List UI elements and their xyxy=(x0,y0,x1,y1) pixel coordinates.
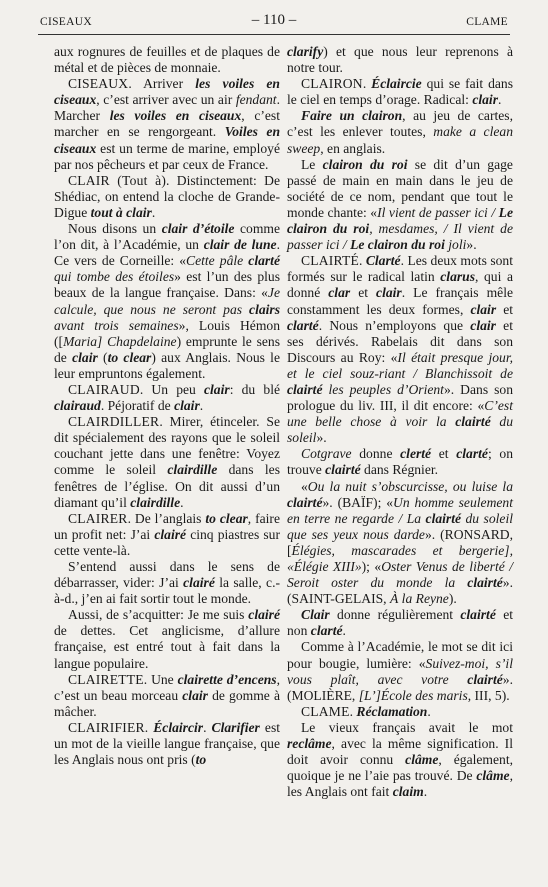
text-run: . xyxy=(349,703,357,719)
emphasis: clarté xyxy=(456,446,488,462)
emphasis: Faire un clairon xyxy=(301,108,403,124)
emphasis: clairté xyxy=(460,607,496,623)
emphasis-wrap xyxy=(183,575,215,590)
emphasis: Le clairon du roi xyxy=(287,204,513,237)
text-run: et xyxy=(496,301,514,317)
entry-clame xyxy=(287,704,513,720)
paragraph xyxy=(287,108,513,156)
emphasis: clairté xyxy=(455,414,491,430)
emphasis-wrap xyxy=(325,462,361,477)
left-column xyxy=(54,44,280,768)
emphasis: clairté xyxy=(467,575,503,591)
italic-text: qui tombe des étoiles xyxy=(54,269,175,285)
emphasis: les voiles en ciseaux xyxy=(54,76,280,108)
emphasis: tout à clair xyxy=(90,204,152,220)
text-run: ( xyxy=(97,349,108,365)
emphasis: clairaud xyxy=(54,398,101,414)
emphasis: clair xyxy=(72,349,98,365)
emphasis-wrap xyxy=(204,382,230,397)
italic-text: Cette pâle xyxy=(186,253,249,269)
emphasis: clair xyxy=(470,301,497,317)
emphasis-wrap xyxy=(440,269,475,284)
emphasis: Éclaircie xyxy=(371,76,422,92)
text-run: Aussi, de s’acquitter: Je me suis xyxy=(68,607,249,623)
text-run: de dettes. Cet anglicisme, d’allure française, est entré tout à fait dans la langue populaire. xyxy=(54,623,280,671)
italic-text: À la Reyne xyxy=(389,591,449,607)
text-run: . xyxy=(203,719,212,735)
text-run: « xyxy=(301,478,308,494)
text-run: ». xyxy=(466,237,477,253)
emphasis: clairette d’encens xyxy=(177,671,277,687)
emphasis-wrap xyxy=(196,752,207,767)
emphasis-wrap xyxy=(248,607,280,622)
emphasis-wrap xyxy=(301,607,330,622)
text-run: . xyxy=(358,253,366,269)
running-head-left: CISEAUX xyxy=(40,16,92,28)
emphasis-wrap xyxy=(350,237,445,252)
emphasis: clairs xyxy=(249,301,280,317)
headword: CLAIRAUD xyxy=(68,381,140,397)
text-run: , au jeu de cartes, c’est les enlever toutes, xyxy=(287,108,513,140)
emphasis: clairdille xyxy=(130,494,181,510)
emphasis: clar xyxy=(328,285,351,301)
emphasis-wrap xyxy=(323,157,408,172)
emphasis: reclâme xyxy=(287,736,332,752)
headword: CISEAUX xyxy=(68,76,129,92)
text-run: . xyxy=(151,204,156,220)
text-run: Nous disons un xyxy=(68,221,162,237)
emphasis: clairté xyxy=(287,494,323,510)
emphasis-wrap xyxy=(154,527,186,542)
emphasis-wrap xyxy=(356,704,427,719)
text-run: et xyxy=(431,446,457,462)
italic-text: du soleil que ses yeux nous darde xyxy=(287,510,514,542)
emphasis: Réclamation xyxy=(356,703,428,719)
emphasis-wrap xyxy=(311,623,343,638)
italic-text: [L’]École des maris xyxy=(358,687,468,703)
emphasis-wrap xyxy=(248,253,280,268)
text-run: et xyxy=(350,285,377,301)
text-run: aux rognures de feuilles et de plaques de métal et de pièces de monnaie. xyxy=(54,44,280,76)
headword: CLAIRDILLER xyxy=(68,414,160,430)
emphasis-wrap xyxy=(467,672,503,687)
text-run: dans les fenêtres de l’église. On dit aussi d’un diamant qu’il xyxy=(54,462,280,510)
text-run: . Mirer, étinceler. Se dit spécialement des rayons que le soleil couchant jette dans une fenêtre: Voyez comme le soleil xyxy=(54,414,280,478)
text-run: . Un peu xyxy=(139,381,204,397)
text-run: comme l’on dit, à l’Académie, un xyxy=(54,221,280,253)
emphasis: clair de lune xyxy=(203,237,277,253)
text-run: ». (BAÏF); « xyxy=(322,494,394,510)
text-run: . Arriver xyxy=(128,76,196,92)
text-run: et non xyxy=(287,607,513,639)
emphasis: claim xyxy=(392,784,424,800)
emphasis-wrap xyxy=(54,398,101,413)
entry-clairdiller xyxy=(54,414,280,511)
text-run: , c’est marcher en se rengorgeant. xyxy=(54,108,280,140)
text-run: , avec la même signification. Il doit avoir connu xyxy=(287,736,513,768)
emphasis-wrap xyxy=(287,495,323,510)
entry-clairifier xyxy=(54,720,280,768)
emphasis-wrap xyxy=(426,511,462,526)
text-run: est un mot de la vieille langue française, que les Anglais nous ont pris ( xyxy=(54,719,281,768)
text-run: , c’est arriver avec un air xyxy=(96,92,236,108)
emphasis-wrap xyxy=(393,784,424,799)
emphasis-wrap xyxy=(178,672,277,687)
headword: CLAME xyxy=(301,703,350,719)
emphasis-wrap xyxy=(108,350,152,365)
text-run: . Marcher xyxy=(54,92,280,124)
entry-clairon xyxy=(287,76,513,108)
italic-text: Un homme seulement en terre ne regarde / La xyxy=(287,494,513,526)
page-number: – 110 – xyxy=(251,12,297,28)
text-run: cinq piastres sur cette vente-là. xyxy=(54,526,280,558)
italic-text: fendant xyxy=(235,92,277,108)
text-run: S’entend aussi dans le sens de débarrasser, vider: J’ai xyxy=(54,559,280,591)
text-run: , c’est un beau morceau xyxy=(54,671,281,703)
text-run: . Ce vers de Corneille: « xyxy=(54,237,280,269)
emphasis: clair xyxy=(182,687,208,703)
text-run: , faire un profit net: J’ai xyxy=(54,510,280,542)
emphasis-wrap xyxy=(110,108,242,123)
paragraph xyxy=(54,221,280,382)
emphasis: Éclaircir xyxy=(153,719,204,735)
emphasis-wrap xyxy=(460,607,496,622)
text-run: : du blé xyxy=(229,381,280,397)
text-run: dans Régnier. xyxy=(360,462,439,478)
text-run: Le vieux français avait le mot xyxy=(301,719,513,735)
emphasis: clâme xyxy=(405,752,439,768)
emphasis: clairé xyxy=(248,607,280,623)
text-run: . Péjoratif de xyxy=(100,398,175,414)
emphasis-wrap xyxy=(167,462,217,477)
text-run: ». (MOLIÈRE, xyxy=(287,671,513,703)
paragraph xyxy=(287,446,513,478)
italic-text: du soleil xyxy=(287,414,514,446)
emphasis-wrap xyxy=(182,688,208,703)
text-run: Comme à l’Académie, le mot se dit ici pour bougie, lumière: « xyxy=(287,639,513,671)
emphasis-wrap xyxy=(328,285,350,300)
text-run: ) aux Anglais. Nous le leur empruntons également. xyxy=(54,349,280,381)
emphasis: to clear xyxy=(205,510,248,526)
emphasis-wrap xyxy=(366,253,401,268)
italic-text: , mesdames, / Il vient de passer ici / xyxy=(287,221,513,253)
paragraph xyxy=(287,157,513,254)
paragraph xyxy=(287,639,513,703)
text-run: . Une xyxy=(143,671,178,687)
headword: CLAIR (Tout à) xyxy=(68,172,167,188)
emphasis: clair xyxy=(470,317,496,333)
emphasis-wrap xyxy=(455,414,491,429)
text-run: qui se fait dans le ciel en temps d’orage. Radical: xyxy=(287,76,514,108)
emphasis: clair xyxy=(174,398,200,414)
text-run: donne régulièrement xyxy=(329,607,461,623)
headword: CLAIRER xyxy=(68,510,128,526)
headword: CLAIRON xyxy=(301,76,363,92)
text-run: . Les deux mots sont formés sur le radical latin xyxy=(287,253,513,285)
emphasis: Clarté xyxy=(365,253,401,269)
headword: CLAIRETTE xyxy=(68,671,144,687)
emphasis-wrap xyxy=(91,205,152,220)
text-run: se dit d’un gage passé de main en main dans le jeu de société de ce nom, pendant que tout le monde chante: « xyxy=(287,156,513,220)
emphasis-wrap xyxy=(470,318,496,333)
emphasis-wrap xyxy=(472,92,498,107)
text-run: , III, 5). xyxy=(467,687,510,703)
emphasis: clairté xyxy=(467,671,503,687)
italic-text: avant trois semaines xyxy=(54,317,179,333)
emphasis-wrap xyxy=(376,285,402,300)
text-run: , les Anglais ont fait xyxy=(287,768,513,800)
text-run: . xyxy=(423,784,428,800)
emphasis: clarify xyxy=(287,44,324,59)
text-run: , qui a donné xyxy=(287,269,513,301)
paragraph xyxy=(287,720,513,800)
emphasis: to xyxy=(195,752,207,768)
paragraph xyxy=(287,607,513,639)
entry-clairaud xyxy=(54,382,280,414)
paragraph xyxy=(287,479,513,608)
text-run: Le xyxy=(301,156,323,172)
italic-text: C’est une belle chose à voir la xyxy=(287,398,513,430)
emphasis-wrap xyxy=(212,720,260,735)
emphasis: clerté xyxy=(400,446,432,462)
entry-ciseaux xyxy=(54,76,280,173)
emphasis: clâme xyxy=(476,768,510,784)
emphasis-wrap xyxy=(287,44,323,59)
emphasis: clair d’étoile xyxy=(161,221,235,237)
emphasis: clarus xyxy=(440,269,476,285)
emphasis-wrap xyxy=(249,302,280,317)
text-run: ). xyxy=(448,591,457,607)
text-run: . xyxy=(180,494,184,510)
headword: CLAIRIFIER xyxy=(68,719,145,735)
emphasis-wrap xyxy=(174,398,200,413)
emphasis: clair xyxy=(376,285,402,301)
right-column xyxy=(287,44,513,800)
entry-clair xyxy=(54,173,280,221)
text-run: , en anglais. xyxy=(320,140,386,156)
paragraph xyxy=(287,44,513,76)
emphasis: clairté xyxy=(325,462,361,478)
italic-text: Je calcule, que nous ne seront pas xyxy=(54,285,280,317)
emphasis-wrap xyxy=(470,302,496,317)
text-run: . xyxy=(342,623,346,639)
emphasis: clair xyxy=(204,381,230,397)
emphasis-wrap xyxy=(287,382,323,397)
emphasis: clairé xyxy=(154,526,187,542)
text-run: est un terme de marine, employé par nos pêcheurs et par ceux de France. xyxy=(54,140,280,172)
text-run: ». Dans son prologue du liv. III, il dit encore: « xyxy=(287,381,513,414)
emphasis: clairon du roi xyxy=(322,156,408,172)
text-run: la salle, c.-à-d., j’en ai fait sortir tout le monde. xyxy=(54,575,280,607)
text-run: , également, quoique je ne l’aie pas trouvé. De xyxy=(287,752,513,784)
text-run: . xyxy=(427,703,431,719)
text-run: ». (SAINT-GELAIS, xyxy=(287,575,513,607)
emphasis: Clair xyxy=(301,607,330,623)
italic-text: les peuples d’Orient xyxy=(322,381,444,397)
italic-text: Ou la nuit s’obscurcisse, ou luise la xyxy=(307,478,513,494)
emphasis: clairté xyxy=(287,381,323,397)
emphasis-wrap xyxy=(130,495,180,510)
headword: CLAIRTÉ xyxy=(301,253,359,269)
text-run: ) et que nous leur reprenons à notre tour. xyxy=(287,44,513,76)
entry-clairte xyxy=(287,253,513,446)
emphasis-wrap xyxy=(72,350,98,365)
text-run: . Nous n’employons que xyxy=(318,317,471,333)
emphasis-wrap xyxy=(400,446,431,461)
emphasis-wrap xyxy=(162,221,235,236)
emphasis-wrap xyxy=(287,736,332,751)
emphasis: clarté xyxy=(287,317,319,333)
italic-text: Maria] Chapdelaine xyxy=(63,333,177,349)
emphasis-wrap xyxy=(467,575,503,590)
emphasis-wrap xyxy=(476,768,509,783)
emphasis-wrap xyxy=(153,720,203,735)
emphasis: clarté xyxy=(248,253,280,269)
text-run: », Louis Hémon ([ xyxy=(54,317,280,349)
text-run: ». (RONSARD, [ xyxy=(287,526,513,558)
emphasis-wrap xyxy=(371,76,422,91)
page-header xyxy=(0,10,548,32)
italic-text: Cotgrave xyxy=(301,446,352,462)
emphasis-wrap xyxy=(456,446,488,461)
emphasis-wrap xyxy=(405,752,438,767)
text-run: ); « xyxy=(361,559,382,574)
text-run: . xyxy=(498,92,502,108)
italic-text: Élégies, mascarades et bergerie], «Élégie XIII» xyxy=(287,542,513,574)
italic-text: Il était presque jour, et le ciel souz-riant / Blanchissoit de xyxy=(287,349,513,381)
emphasis: les voiles en ciseaux xyxy=(109,108,242,124)
emphasis: Le clairon du roi xyxy=(350,237,445,253)
emphasis: clair xyxy=(472,92,499,108)
text-run: . xyxy=(144,719,154,735)
paragraph xyxy=(54,607,280,671)
text-run: . Distinctement: De Shédiac, on entend la cloche de Grande-Digue xyxy=(54,172,280,220)
entry-clairette xyxy=(54,672,280,720)
italic-text: joli xyxy=(444,237,467,253)
emphasis: to clear xyxy=(107,349,152,365)
text-run: ; on trouve xyxy=(287,446,513,478)
entry-clairer xyxy=(54,511,280,559)
italic-text: make a clean sweep xyxy=(287,124,513,156)
italic-text: Il vient de passer ici / xyxy=(377,204,499,220)
emphasis: Clarifier xyxy=(211,719,260,735)
italic-text: Suivez-moi, s’il vous plaît, avec votre xyxy=(287,655,513,687)
header-rule xyxy=(38,34,510,35)
text-run: ». xyxy=(316,430,327,446)
emphasis-wrap xyxy=(287,318,319,333)
emphasis-wrap xyxy=(204,237,277,252)
text-run: de gomme à mâcher. xyxy=(54,687,280,719)
running-head-right: CLAME xyxy=(466,16,508,28)
emphasis: clairdille xyxy=(167,462,218,478)
text-run: . xyxy=(199,398,204,414)
emphasis: clairé xyxy=(183,575,215,591)
text-run: et ses dérivés. Rabelais dit dans son Discours au Roy: « xyxy=(287,317,513,365)
emphasis: Voiles en ciseaux xyxy=(54,124,280,156)
emphasis-wrap xyxy=(301,108,402,123)
emphasis: clarté xyxy=(310,623,343,639)
text-run: . xyxy=(362,76,372,92)
emphasis: clairté xyxy=(425,510,462,526)
text-run: . Le français mêle constamment les deux formes, xyxy=(287,285,513,317)
text-run: . De l’anglais xyxy=(127,510,206,526)
paragraph xyxy=(54,44,280,76)
paragraph xyxy=(54,559,280,607)
emphasis-wrap xyxy=(205,511,247,526)
italic-text: Oster Venus de liberté / Seroit oster du monde la xyxy=(287,559,513,591)
text-run: » est l’un des plus beaux de la langue française. Dans: « xyxy=(54,269,280,301)
text-run: ) emprunte le sens de xyxy=(54,333,280,365)
text-run: donne xyxy=(351,446,401,462)
